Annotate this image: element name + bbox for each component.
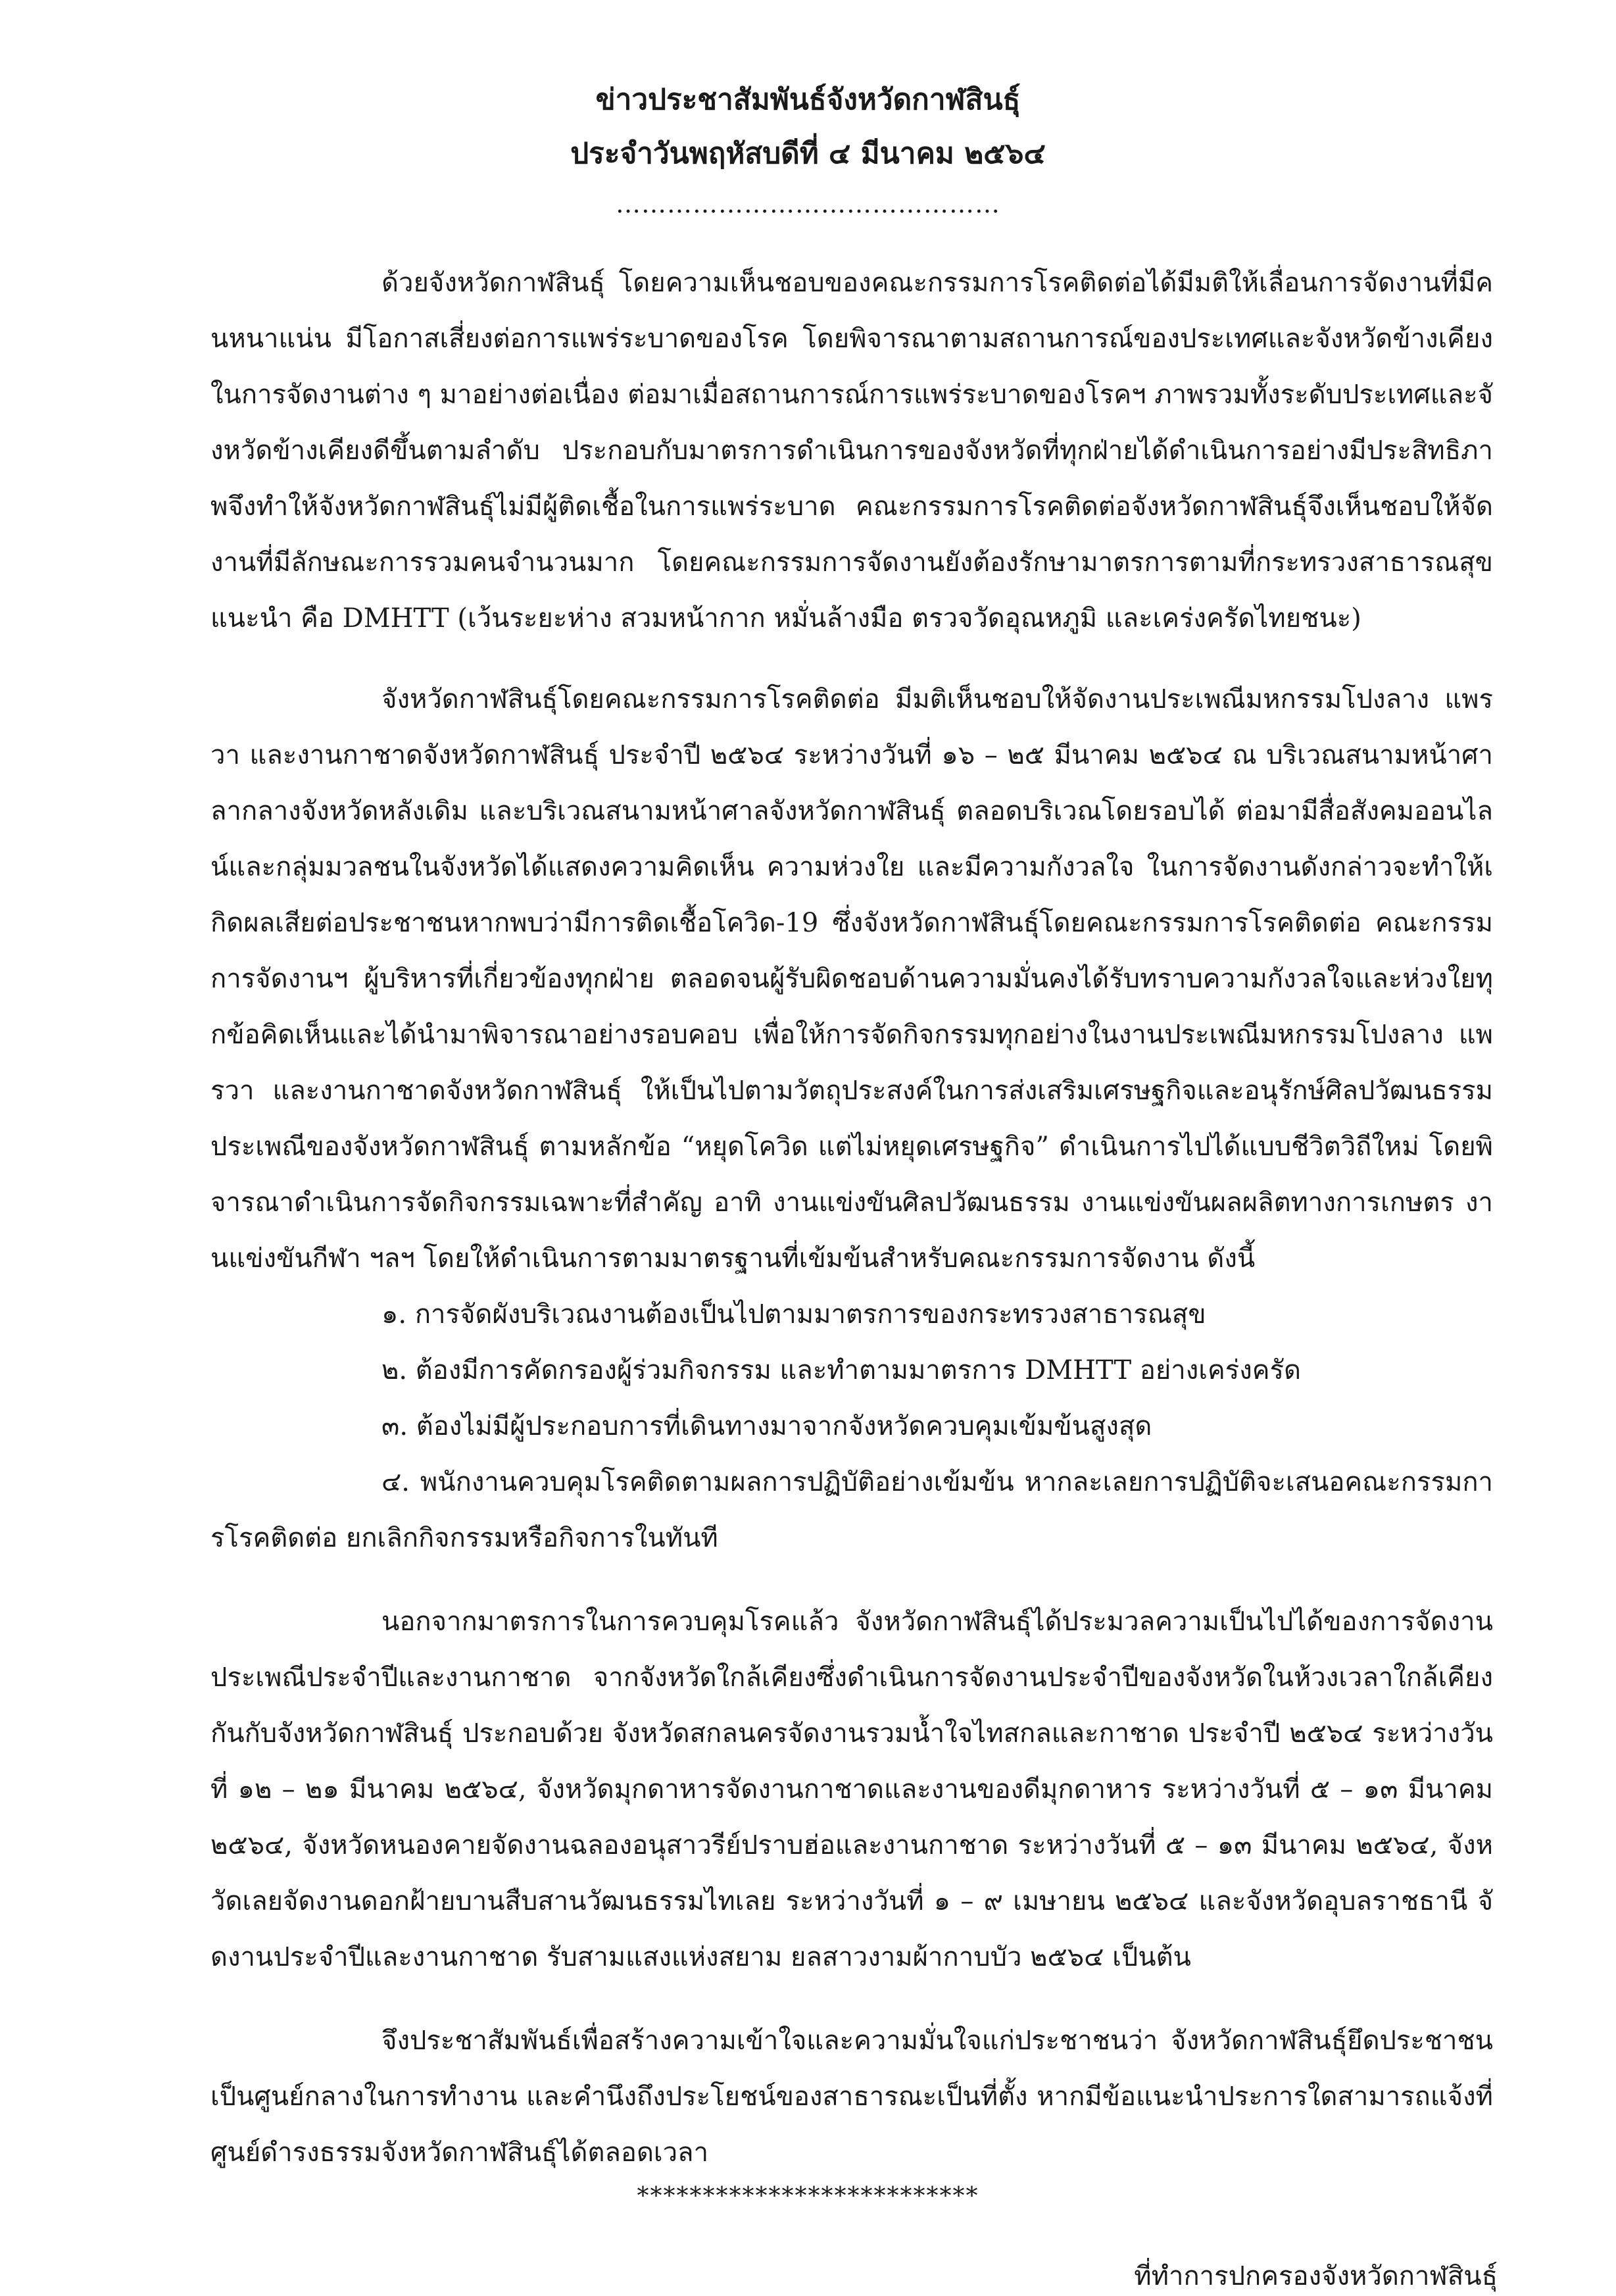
- list-item: ๒. ต้องมีการคัดกรองผู้ร่วมกิจกรรม และทำตามมาตรการ DMHTT อย่างเคร่งครัด: [381, 1355, 1301, 1385]
- paragraph-4: จึงประชาสัมพันธ์เพื่อสร้างความเข้าใจและความมั่นใจแก่ประชาชนว่า จังหวัดกาฬสินธุ์ยึดประชาชนเป็นศูนย์กลางในการทำงาน และคำนึงถึงประโยชน์ของสาธารณะเป็นที่ตั้ง หากมีข้อแนะนำประการใดสามารถแจ้งที่ศูนย์ดำรงธรรมจังหวัดกาฬสินธุ์ได้ตลอดเวลา: [210, 2026, 1493, 2168]
- document-body: [210, 255, 1493, 2181]
- page-title: ข่าวประชาสัมพันธ์จังหวัดกาฬสินธุ์: [595, 83, 1021, 116]
- issuing-organization: ที่ทำการปกครองจังหวัดกาฬสินธุ์: [1134, 2261, 1498, 2291]
- title-separator: ………………………………………: [616, 189, 1000, 218]
- paragraph-2: จังหวัดกาฬสินธุ์โดยคณะกรรมการโรคติดต่อ มีมติเห็นชอบให้จัดงานประเพณีมหกรรมโปงลาง แพรวา และงานกาชาดจังหวัดกาฬสินธุ์ ประจำปี ๒๕๖๔ ระหว่างวันที่ ๑๖ – ๒๕ มีนาคม ๒๕๖๔ ณ บริเวณสนามหน้าศาลากลางจังหวัดหลังเดิม และบริเวณสนามหน้าศาลจังหวัดกาฬสินธุ์ ตลอดบริเวณโดยรอบได้ ต่อมามีสื่อสังคมออนไลน์และกลุ่มมวลชนในจังหวัดได้แสดงความคิดเห็น ความห่วงใย และมีความกังวลใจ ในการจัดงานดังกล่าวจะทำให้เกิดผลเสียต่อประชาชนหากพบว่ามีการติดเชื้อโควิด-19 ซึ่งจังหวัดกาฬสินธุ์โดยคณะกรรมการโรคติดต่อ คณะกรรมการจัดงานฯ ผู้บริหารที่เกี่ยวข้องทุกฝ่าย ตลอดจนผู้รับผิดชอบด้านความมั่นคงได้รับทราบความกังวลใจและห่วงใยทุกข้อคิดเห็นและได้นำมาพิจารณาอย่างรอบคอบ เพื่อให้การจัดกิจกรรมทุกอย่างในงานประเพณีมหกรรมโปงลาง แพรวา และงานกาชาดจังหวัดกาฬสินธุ์ ให้เป็นไปตามวัตถุประสงค์ในการส่งเสริมเศรษฐกิจและอนุรักษ์ศิลปวัฒนธรรม ประเพณีของจังหวัดกาฬสินธุ์ ตามหลักข้อ “หยุดโควิด แต่ไม่หยุดเศรษฐกิจ” ดำเนินการไปได้แบบชีวิตวิถีใหม่ โดยพิจารณาดำเนินการจัดกิจกรรมเฉพาะที่สำคัญ อาทิ งานแข่งขันศิลปวัฒนธรรม งานแข่งขันผลผลิตทางการเกษตร งานแข่งขันกีฬา ฯลฯ โดยให้ดำเนินการตามมาตรฐานที่เข้มข้นสำหรับคณะกรรมการจัดงาน ดังนี้: [210, 684, 1493, 1274]
- list-item: ๔. พนักงานควบคุมโรคติดตามผลการปฏิบัติอย่างเข้มข้น หากละเลยการปฏิบัติจะเสนอคณะกรรมการโรคติดต่อ ยกเลิกกิจกรรมหรือกิจการในทันที: [210, 1467, 1493, 1553]
- measures-list: [210, 1287, 1493, 1566]
- paragraph-1: ด้วยจังหวัดกาฬสินธุ์ โดยความเห็นชอบของคณะกรรมการโรคติดต่อได้มีมติให้เลื่อนการจัดงานที่มีคนหนาแน่น มีโอกาสเสี่ยงต่อการแพร่ระบาดของโรค โดยพิจารณาตามสถานการณ์ของประเทศและจังหวัดข้างเคียงในการจัดงานต่าง ๆ มาอย่างต่อเนื่อง ต่อมาเมื่อสถานการณ์การแพร่ระบาดของโรคฯ ภาพรวมทั้งระดับประเทศและจังหวัดข้างเคียงดีขึ้นตามลำดับ ประกอบกับมาตรการดำเนินการของจังหวัดที่ทุกฝ่ายได้ดำเนินการอย่างมีประสิทธิภาพจึงทำให้จังหวัดกาฬสินธุ์ไม่มีผู้ติดเชื้อในการแพร่ระบาด คณะกรรมการโรคติดต่อจังหวัดกาฬสินธุ์จึงเห็นชอบให้จัดงานที่มีลักษณะการรวมคนจำนวนมาก โดยคณะกรรมการจัดงานยังต้องรักษามาตรการตามที่กระทรวงสาธารณสุขแนะนำ คือ DMHTT (เว้นระยะห่าง สวมหน้ากาก หมั่นล้างมือ ตรวจวัดอุณหภูมิ และเคร่งครัดไทยชนะ): [210, 268, 1493, 634]
- paragraph-3: นอกจากมาตรการในการควบคุมโรคแล้ว จังหวัดกาฬสินธุ์ได้ประมวลความเป็นไปได้ของการจัดงานประเพณีประจำปีและงานกาชาด จากจังหวัดใกล้เคียงซึ่งดำเนินการจัดงานประจำปีของจังหวัดในห้วงเวลาใกล้เคียงกันกับจังหวัดกาฬสินธุ์ ประกอบด้วย จังหวัดสกลนครจัดงานรวมน้ำใจไทสกลและกาชาด ประจำปี ๒๕๖๔ ระหว่างวันที่ ๑๒ – ๒๑ มีนาคม ๒๕๖๔, จังหวัดมุกดาหารจัดงานกาชาดและงานของดีมุกดาหาร ระหว่างวันที่ ๕ – ๑๓ มีนาคม ๒๕๖๔, จังหวัดหนองคายจัดงานฉลองอนุสาวรีย์ปราบฮ่อและงานกาชาด ระหว่างวันที่ ๕ – ๑๓ มีนาคม ๒๕๖๔, จังหวัดเลยจัดงานดอกฝ้ายบานสืบสานวัฒนธรรมไทเลย ระหว่างวันที่ ๑ – ๙ เมษายน ๒๕๖๔ และจังหวัดอุบลราชธานี จัดงานประจำปีและงานกาชาด รับสามแสงแห่งสยาม ยลสาวงามผ้ากาบบัว ๒๕๖๔ เป็นต้น: [210, 1607, 1493, 1972]
- page-date: ประจำวันพฤหัสบดีที่ ๔ มีนาคม ๒๕๖๔: [570, 137, 1046, 170]
- list-item: ๑. การจัดผังบริเวณงานต้องเป็นไปตามมาตรการของกระทรวงสาธารณสุข: [381, 1299, 1206, 1330]
- list-item: ๓. ต้องไม่มีผู้ประกอบการที่เดินทางมาจากจังหวัดควบคุมเข้มข้นสูงสุด: [381, 1411, 1152, 1441]
- end-separator: **************************: [637, 2183, 979, 2210]
